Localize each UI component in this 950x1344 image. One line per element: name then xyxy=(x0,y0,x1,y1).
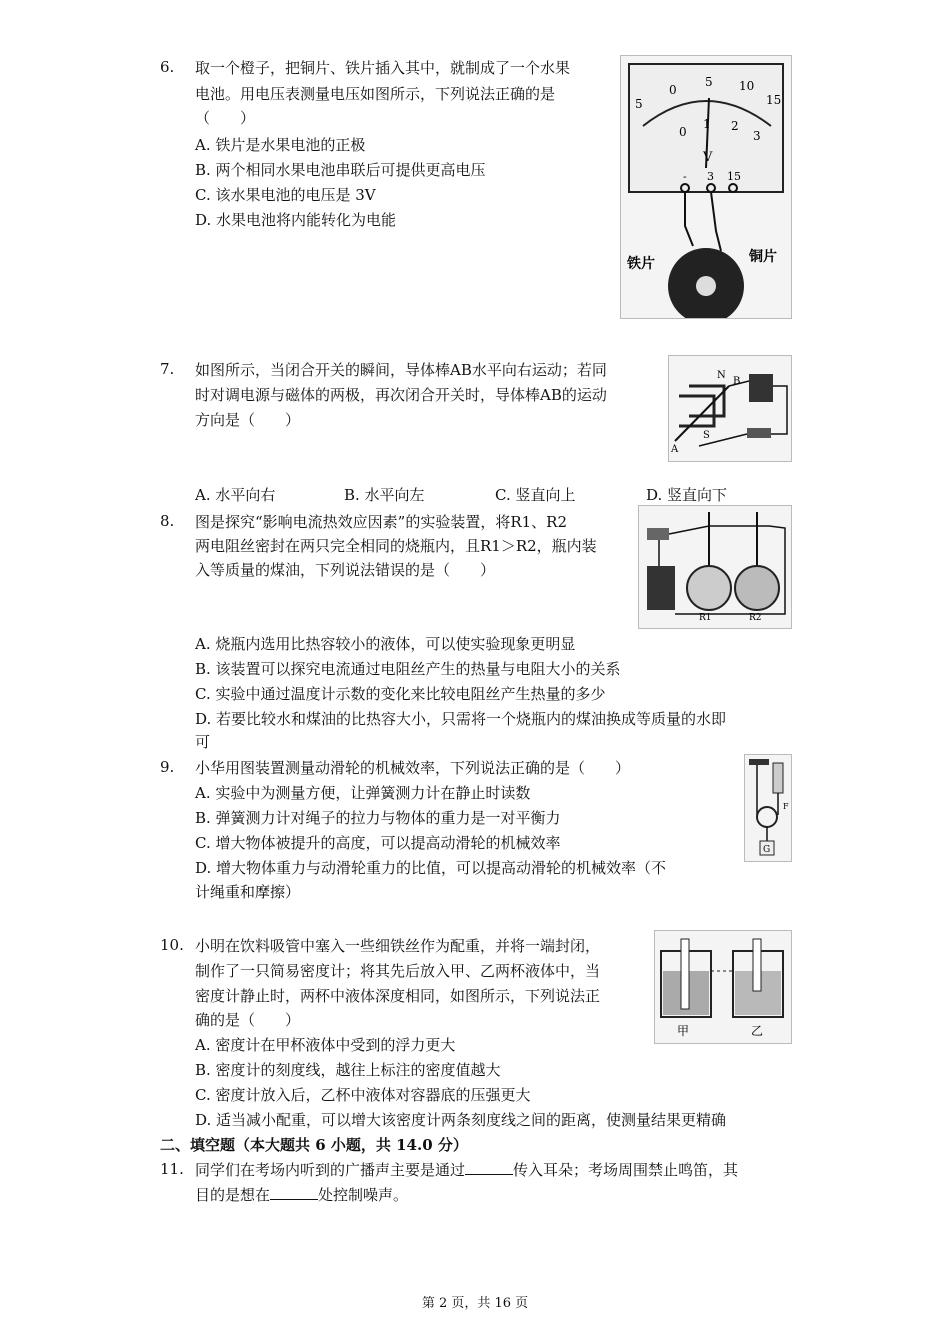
option-a: A. 实验中为测量方便，让弹簧测力计在静止时读数 xyxy=(195,784,531,802)
option-b: B. 该装置可以探究电流通过电阻丝产生的热量与电阻大小的关系 xyxy=(195,660,621,678)
question-text: 小华用图装置测量动滑轮的机械效率，下列说法正确的是（ ） xyxy=(195,759,631,777)
scale-label: 3 xyxy=(753,129,761,143)
scale-label: 5 xyxy=(705,75,713,89)
terminal-label: - xyxy=(683,170,687,183)
option-a: A. 烧瓶内选用比热容较小的液体，可以使实验现象更明显 xyxy=(195,635,576,653)
question-number: 10. xyxy=(160,936,184,954)
scale-label: 0 xyxy=(669,83,677,97)
heating-figure xyxy=(638,505,792,629)
question-text: 入等质量的煤油，下列说法错误的是（ ） xyxy=(195,561,496,579)
option-d: D. 竖直向下 xyxy=(646,486,728,504)
question-text: 如图所示，当闭合开关的瞬间，导体棒AB水平向右运动；若同 xyxy=(195,361,607,379)
scale-label: 5 xyxy=(635,97,643,111)
question-text: 确的是（ ） xyxy=(195,1011,301,1029)
force-label: F xyxy=(783,802,789,811)
option-d: D. 增大物体重力与动滑轮重力的比值，可以提高动滑轮的机械效率（不 xyxy=(195,859,667,877)
pulley-figure xyxy=(744,754,792,862)
option-d: D. 水果电池将内能转化为电能 xyxy=(195,211,397,229)
hydrometer-figure xyxy=(654,930,792,1044)
terminal-label: 3 xyxy=(707,170,714,183)
unit-label: V xyxy=(703,150,713,165)
scale-label: 0 xyxy=(679,125,687,139)
point-a-label: A xyxy=(671,444,679,455)
option-c: C. 实验中通过温度计示数的变化来比较电阻丝产生热量的多少 xyxy=(195,685,606,703)
question-number: 9. xyxy=(160,758,175,776)
question-number: 6. xyxy=(160,58,175,76)
question-text: 取一个橙子，把铜片、铁片插入其中，就制成了一个水果 xyxy=(195,59,571,77)
scale-label: 1 xyxy=(703,117,711,131)
question-text: 方向是（ ） xyxy=(195,411,301,429)
question-text: 图是探究“影响电流热效应因素”的实验装置，将R1、R2 xyxy=(195,513,568,531)
question-text: （ ） xyxy=(195,109,256,127)
question-text: 密度计静止时，两杯中液体深度相同，如图所示，下列说法正 xyxy=(195,987,601,1005)
option-b: B. 水平向左 xyxy=(344,486,425,504)
option-a: A. 水平向右 xyxy=(195,486,276,504)
option-b: B. 密度计的刻度线，越往上标注的密度值越大 xyxy=(195,1061,501,1079)
iron-label: 铁片 xyxy=(627,256,655,272)
option-b: B. 两个相同水果电池串联后可提供更高电压 xyxy=(195,161,486,179)
question-number: 8. xyxy=(160,512,175,530)
s-pole-label: S xyxy=(703,430,710,441)
option-b: B. 弹簧测力计对绳子的拉力与物体的重力是一对平衡力 xyxy=(195,809,561,827)
scale-label: 10 xyxy=(739,79,755,93)
option-d: D. 适当减小配重，可以增大该密度计两条刻度线之间的距离，使测量结果更精确 xyxy=(195,1111,727,1129)
weight-label: G xyxy=(763,845,771,855)
question-text: 两电阻丝密封在两只完全相同的烧瓶内，且R1＞R2，瓶内装 xyxy=(195,537,597,555)
question-text-part: 处控制噪声。 xyxy=(318,1186,409,1204)
option-c: C. 密度计放入后，乙杯中液体对容器底的压强更大 xyxy=(195,1086,531,1104)
motor-figure xyxy=(668,355,792,462)
option-a: A. 密度计在甲杯液体中受到的浮力更大 xyxy=(195,1036,456,1054)
r2-label: R2 xyxy=(749,613,762,623)
question-text-part: 目的是想在 xyxy=(195,1186,271,1204)
cup-yi-label: 乙 xyxy=(751,1024,764,1038)
terminal-label: 15 xyxy=(727,170,741,183)
question-number: 7. xyxy=(160,360,175,378)
answer-blank[interactable] xyxy=(270,1183,318,1200)
page-footer: 第 2 页，共 16 页 xyxy=(421,1296,529,1311)
option-c: C. 竖直向上 xyxy=(495,486,576,504)
question-text xyxy=(195,1183,408,1207)
option-c: C. 该水果电池的电压是 3V xyxy=(195,186,376,204)
voltmeter-figure xyxy=(620,55,792,319)
question-text xyxy=(195,1158,738,1182)
question-text-part: 同学们在考场内听到的广播声主要是通过 xyxy=(195,1161,466,1179)
option-a: A. 铁片是水果电池的正极 xyxy=(195,136,366,154)
question-text: 时对调电源与磁体的两极，再次闭合开关时，导体棒AB的运动 xyxy=(195,386,607,404)
option-d-continued: 计绳重和摩擦） xyxy=(195,883,301,901)
n-pole-label: N xyxy=(717,370,726,381)
question-text: 制作了一只简易密度计；将其先后放入甲、乙两杯液体中，当 xyxy=(195,962,601,980)
option-c: C. 增大物体被提升的高度，可以提高动滑轮的机械效率 xyxy=(195,834,561,852)
scale-label: 15 xyxy=(766,93,782,107)
cup-jia-label: 甲 xyxy=(677,1024,690,1038)
question-text-part: 传入耳朵；考场周围禁止鸣笛，其 xyxy=(513,1161,739,1179)
r1-label: R1 xyxy=(699,613,712,623)
question-text: 电池。用电压表测量电压如图所示，下列说法正确的是 xyxy=(195,85,556,103)
answer-blank[interactable] xyxy=(465,1158,513,1175)
point-b-label: B xyxy=(733,376,741,387)
question-number: 11. xyxy=(160,1160,184,1178)
option-d-continued: 可 xyxy=(195,733,211,751)
scale-label: 2 xyxy=(731,119,739,133)
section-heading: 二、填空题（本大题共 6 小题，共 14.0 分） xyxy=(160,1136,468,1154)
option-d: D. 若要比较水和煤油的比热容大小，只需将一个烧瓶内的煤油换成等质量的水即 xyxy=(195,710,727,728)
copper-label: 铜片 xyxy=(749,249,777,265)
question-text: 小明在饮料吸管中塞入一些细铁丝作为配重，并将一端封闭， xyxy=(195,937,601,955)
